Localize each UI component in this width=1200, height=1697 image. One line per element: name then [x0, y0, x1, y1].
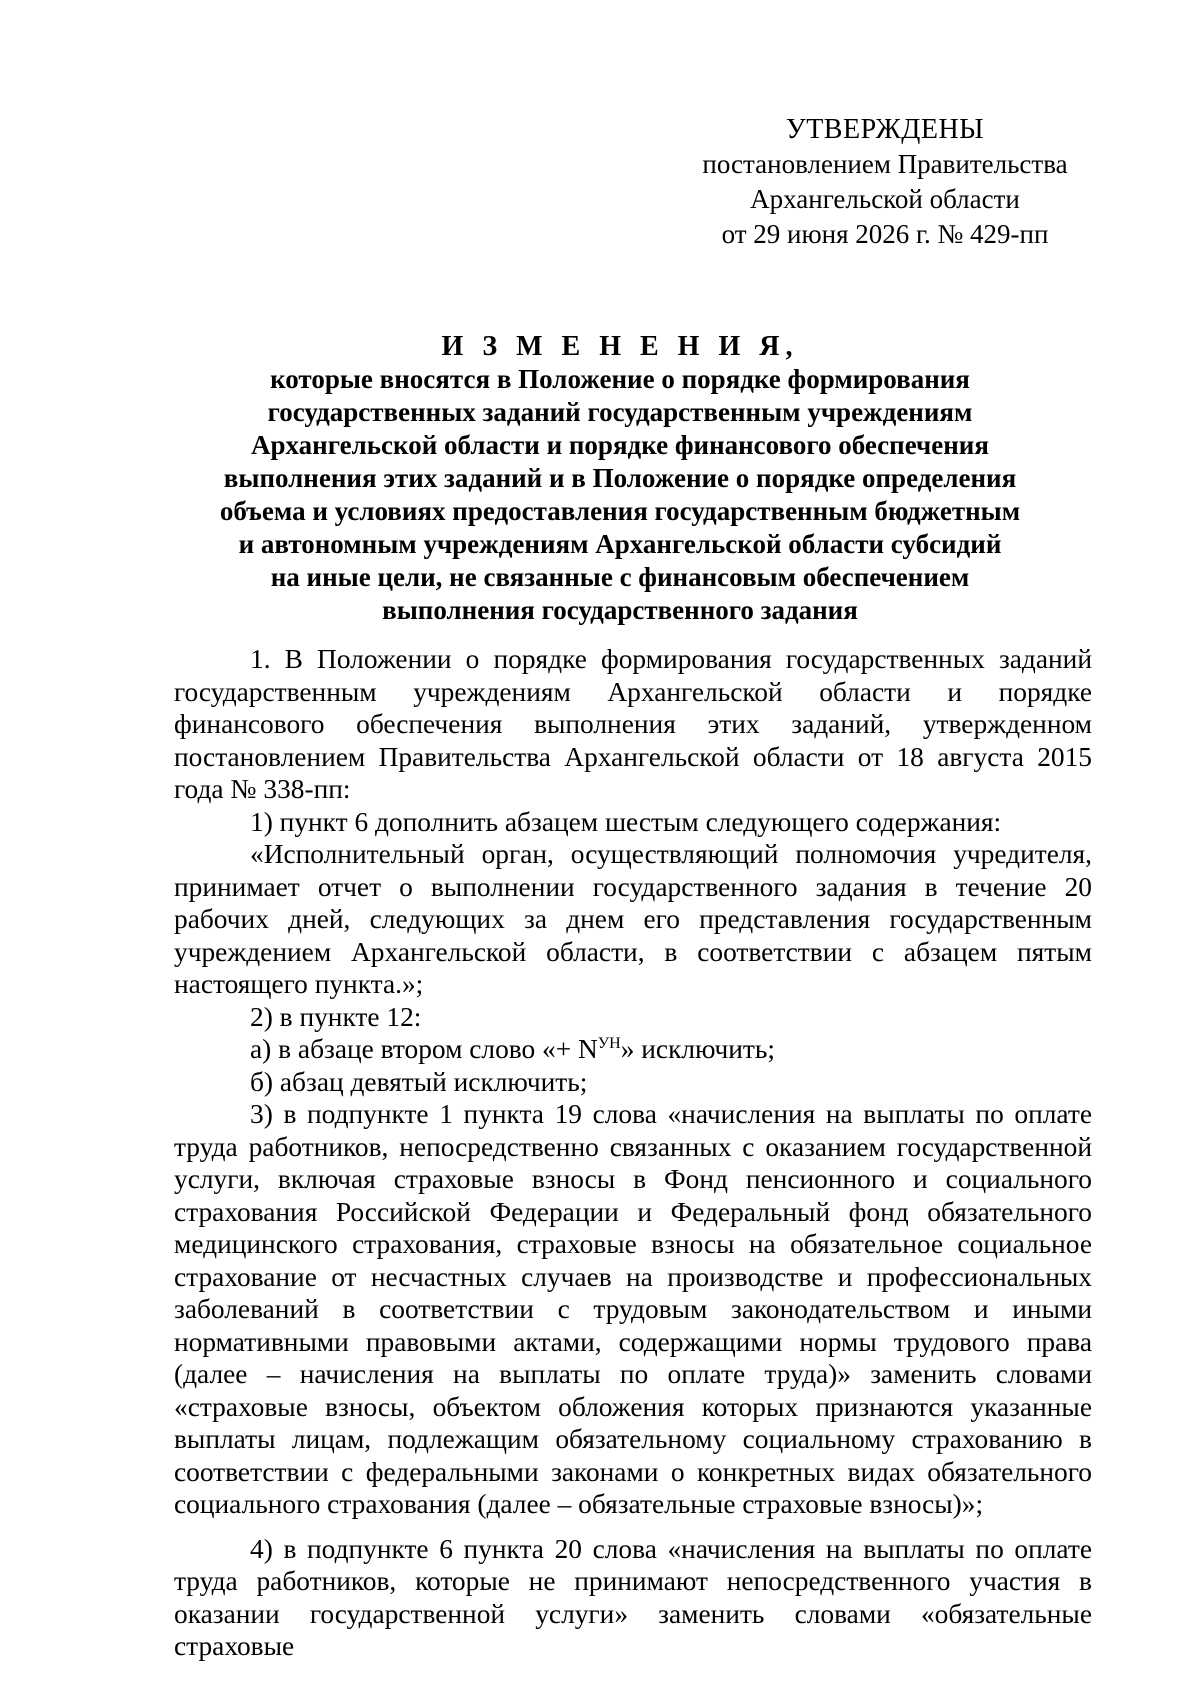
title-line: выполнения государственного задания	[382, 595, 858, 625]
item-2a-superscript: УН	[597, 1034, 621, 1052]
paragraph-item-2b: б) абзац девятый исключить;	[250, 1066, 588, 1097]
paragraph-item-1: 1) пункт 6 дополнить абзацем шестым следующего содержания:	[250, 806, 1002, 837]
title-line: Архангельской области и порядке финансового обеспечения	[251, 430, 989, 460]
title-line: и автономным учреждениям Архангельской области субсидий	[238, 529, 1002, 559]
approval-line-3: от 29 июня 2026 г. № 429-пп	[721, 219, 1049, 249]
approval-line-2: Архангельской области	[750, 184, 1020, 214]
paragraph-item-3: 3) в подпункте 1 пункта 19 слова «начисления на выплаты по оплате труда работников, непосредственно связанных с оказанием государственной услуги, включая страховые взносы в Фонд пенсионного и социального страхования Российской Федерации и Федеральный фонд обязательного медицинского страхования, страховые взносы на обязательное социальное страхование от несчастных случаев на производстве и профессиональных заболеваний в соответствии с трудовым законодательством и иными нормативными правовыми актами, содержащими нормы трудового права (далее – начисления на выплаты по оплате труда)» заменить словами «страховые взносы, объектом обложения которых признаются указанные выплаты лицам, подлежащим обязательному социальному страхованию в соответствии с федеральными законами о конкретных видах обязательного социального страхования (далее – обязательные страховые взносы)»;	[174, 1099, 1092, 1519]
document-title	[190, 330, 1050, 627]
item-2a-text-end: » исключить;	[620, 1034, 775, 1064]
title-line: которые вносятся в Положение о порядке формирования	[270, 364, 970, 394]
title-main: И З М Е Н Е Н И Я,	[441, 331, 799, 362]
paragraph-item-4: 4) в подпункте 6 пункта 20 слова «начисления на выплаты по оплате труда работников, которые не принимают непосредственного участия в оказании государственной услуги» заменить словами «обязательные страховые	[174, 1533, 1092, 1661]
item-2a-text: а) в абзаце втором слово «+ N	[250, 1034, 598, 1064]
approval-heading: УТВЕРЖДЕНЫ	[785, 114, 985, 145]
title-line: объема и условиях предоставления государственным бюджетным	[219, 496, 1021, 526]
paragraph-1: 1. В Положении о порядке формирования государственных заданий государственным учреждениям Архангельской области и порядке финансового обеспечения выполнения этих заданий, утвержденном постановлением Правительства Архангельской области от 18 августа 2015 года № 338-пп:	[174, 644, 1092, 804]
paragraph-quote: «Исполнительный орган, осуществляющий полномочия учредителя, принимает отчет о выполнении государственного задания в течение 20 рабочих дней, следующих за днем его представления государственным учреждением Архангельской области, в соответствии с абзацем пятым настоящего пункта.»;	[174, 839, 1092, 999]
title-line: государственных заданий государственным учреждениям	[267, 397, 973, 427]
approval-line-1: постановлением Правительства	[702, 149, 1068, 179]
title-line: выполнения этих заданий и в Положение о порядке определения	[223, 463, 1017, 493]
document-body	[174, 643, 1092, 1663]
paragraph-item-2a	[174, 1033, 1092, 1066]
approval-stamp	[700, 112, 1070, 252]
paragraph-item-2: 2) в пункте 12:	[250, 1001, 422, 1032]
title-line: на иные цели, не связанные с финансовым обеспечением	[270, 562, 970, 592]
